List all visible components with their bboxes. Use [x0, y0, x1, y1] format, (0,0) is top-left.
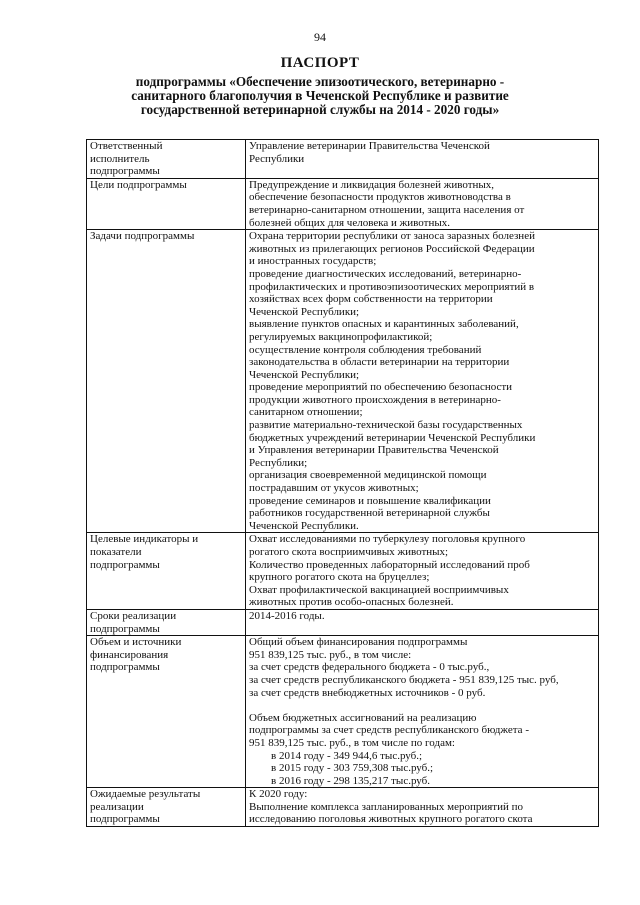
- label-line: Целевые индикаторы и: [90, 533, 199, 546]
- subtitle-line: санитарного благополучия в Чеченской Республике и развитие: [131, 88, 509, 103]
- subtitle-line: государственной ветеринарной службы на 2014 - 2020 годы»: [140, 102, 500, 117]
- year-allocation-line: в 2014 году - 349 944,6 тыс.руб.;: [271, 749, 423, 762]
- content-line: выявление пунктов опасных и карантинных заболеваний,: [249, 318, 519, 331]
- content-line: животных из прилегающих регионов Российской Федерации: [249, 242, 535, 255]
- passport-table: [86, 139, 599, 827]
- label-line: Задачи подпрограммы: [90, 230, 195, 243]
- content-line: крупного рогатого скота на бруцеллез;: [249, 571, 430, 584]
- content-line: Чеченской Республики.: [249, 519, 359, 532]
- content-line: санитарном отношении;: [249, 406, 363, 419]
- row-content-cell: [246, 788, 599, 827]
- label-line: подпрограммы: [90, 813, 160, 826]
- content-line: проведение мероприятий по обеспечению безопасности: [249, 381, 513, 394]
- content-line: Чеченской Республики;: [249, 305, 360, 318]
- content-line: Объем бюджетных ассигнований на реализацию: [249, 711, 477, 724]
- row-target-indicators: [87, 533, 599, 610]
- row-label-cell: [87, 140, 246, 179]
- row-content-cell: [246, 178, 599, 229]
- label-line: Ожидаемые результаты: [90, 788, 201, 801]
- content-line: регулируемых вакцинопрофилактикой;: [249, 330, 433, 343]
- content-line: рогатого скота восприимчивых животных;: [249, 546, 449, 558]
- document-subtitle: [80, 75, 560, 117]
- content-line: Выполнение комплекса запланированных мероприятий по: [249, 800, 524, 813]
- content-line: [249, 699, 595, 712]
- content-line: Охват профилактической вакцинацией восприимчивых: [249, 583, 509, 596]
- content-line: профилактических и противоэпизоотических мероприятий в: [249, 280, 535, 293]
- label-line: подпрограммы: [90, 558, 160, 571]
- content-line: 2014-2016 годы.: [249, 609, 325, 622]
- document-title: ПАСПОРТ: [280, 55, 360, 71]
- content-line: бюджетных учреждений ветеринарии Чеченской Республики: [249, 431, 536, 444]
- content-line: хозяйствах всех форм собственности на территории: [249, 293, 493, 306]
- content-line: развитие материально-технической базы государственных: [249, 419, 523, 432]
- row-expected-results: [87, 788, 599, 827]
- label-line: финансирования: [90, 648, 169, 661]
- row-label-cell: [87, 609, 246, 635]
- row-content-cell: [246, 609, 599, 635]
- content-line: Республики;: [249, 456, 308, 469]
- content-line: проведение семинаров и повышение квалификации: [249, 494, 491, 507]
- row-content-cell: [246, 140, 599, 179]
- row-label-cell: [87, 533, 246, 610]
- label-line: исполнитель: [90, 152, 150, 165]
- content-line: Республики: [249, 152, 305, 165]
- subtitle-line: подпрограммы «Обеспечение эпизоотического, ветеринарно -: [135, 74, 505, 89]
- label-line: Объем и источники: [90, 636, 182, 649]
- content-line: исследованию поголовья животных крупного рогатого скота: [249, 813, 533, 826]
- content-line: 951 839,125 тыс. руб., в том числе по годам:: [249, 736, 455, 749]
- label-line: подпрограммы: [90, 165, 160, 178]
- label-line: Сроки реализации: [90, 609, 177, 622]
- content-line: пострадавшим от укусов животных;: [249, 482, 419, 495]
- year-allocation-line: в 2015 году - 303 759,308 тыс.руб.;: [271, 762, 434, 775]
- content-line: за счет средств внебюджетных источников - 0 руб.: [249, 686, 486, 699]
- row-timeline: [87, 609, 599, 635]
- content-line: Управление ветеринарии Правительства Чеченской: [249, 140, 490, 152]
- content-line: осуществление контроля соблюдения требований: [249, 343, 482, 356]
- content-line: законодательства в области ветеринарии на территории: [249, 356, 510, 369]
- content-line: болезней общих для человека и животных.: [249, 216, 450, 229]
- row-label-cell: [87, 230, 246, 533]
- content-line: за счет средств федерального бюджета - 0 тыс.руб.,: [249, 661, 490, 674]
- content-line: обеспечение безопасности продуктов животноводства в: [249, 191, 511, 204]
- label-line: Ответственный: [90, 140, 163, 152]
- row-financing: [87, 636, 599, 788]
- label-line: показатели: [90, 546, 142, 558]
- row-label-cell: [87, 788, 246, 827]
- content-line: подпрограммы за счет средств республиканского бюджета -: [249, 724, 529, 737]
- row-content-cell: [246, 533, 599, 610]
- label-line: Цели подпрограммы: [90, 178, 187, 191]
- content-line: и Управления ветеринарии Правительства Чеченской: [249, 444, 499, 457]
- content-line: продукции животного происхождения в ветеринарно-: [249, 393, 501, 406]
- row-content-cell: [246, 636, 599, 788]
- label-line: подпрограммы: [90, 661, 160, 674]
- row-goals: [87, 178, 599, 229]
- content-line: и иностранных государств;: [249, 255, 377, 268]
- row-tasks: [87, 230, 599, 533]
- content-line: проведение диагностических исследований, ветеринарно-: [249, 267, 522, 280]
- label-line: реализации: [90, 800, 144, 813]
- content-line: за счет средств республиканского бюджета - 951 839,125 тыс. руб,: [249, 673, 559, 686]
- content-line: работников государственной ветеринарной службы: [249, 507, 490, 520]
- row-content-cell: [246, 230, 599, 533]
- content-line: Общий объем финансирования подпрограммы: [249, 636, 468, 649]
- content-line: К 2020 году:: [249, 788, 308, 801]
- content-line: ветеринарно-санитарном отношении, защита населения от: [249, 203, 525, 216]
- content-line: Охват исследованиями по туберкулезу поголовья крупного: [249, 533, 526, 546]
- content-line: животных против особо-опасных болезней.: [249, 596, 454, 609]
- content-line: Чеченской Республики;: [249, 368, 360, 381]
- row-label-cell: [87, 178, 246, 229]
- year-allocation-line: в 2016 году - 298 135,217 тыс.руб.: [271, 774, 431, 787]
- page-number: 94: [314, 30, 326, 44]
- content-line: Предупреждение и ликвидация болезней животных,: [249, 178, 495, 191]
- row-label-cell: [87, 636, 246, 788]
- content-line: организация своевременной медицинской помощи: [249, 469, 487, 482]
- row-responsible-executor: [87, 140, 599, 179]
- content-line: Количество проведенных лабораторный исследований проб: [249, 558, 530, 571]
- content-line: Охрана территории республики от заноса заразных болезней: [249, 230, 535, 243]
- content-line: 951 839,125 тыс. руб., в том числе:: [249, 648, 412, 661]
- label-line: подпрограммы: [90, 622, 160, 635]
